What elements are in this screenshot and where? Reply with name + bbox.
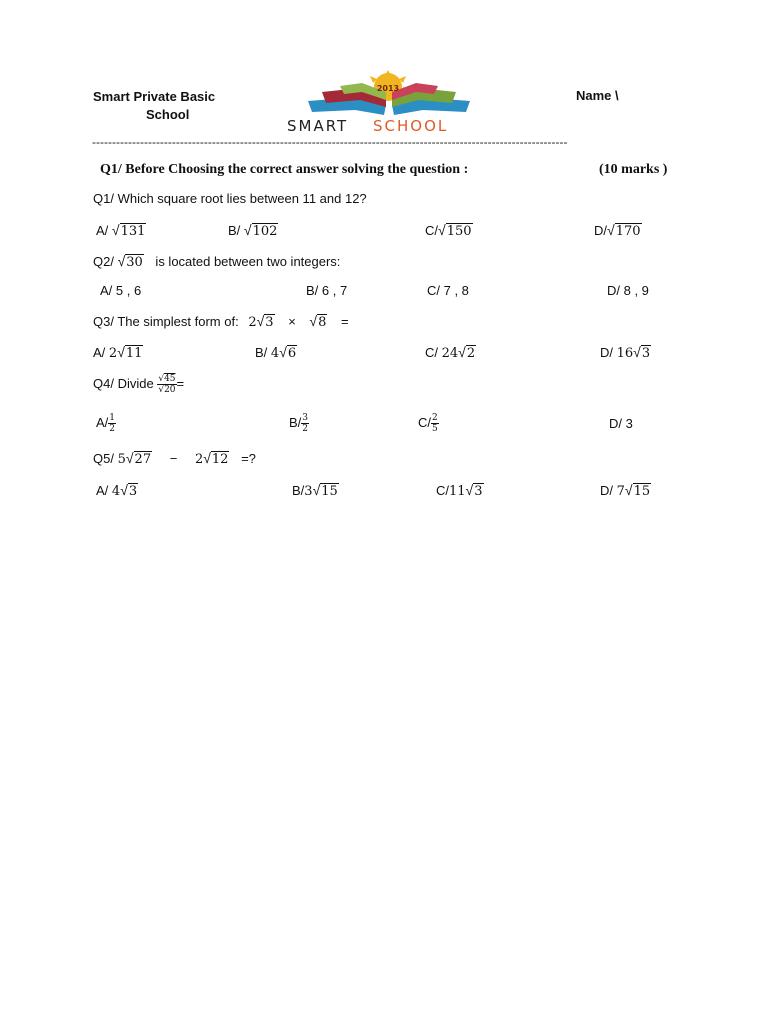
coef: 11 (449, 484, 466, 499)
q4-num-radicand: 45 (164, 374, 176, 384)
q2-radicand: 30 (126, 255, 143, 270)
q1-option-a: A/ √131 (96, 222, 146, 239)
q4-option-b (289, 413, 309, 434)
school-name-line1: Smart Private Basic (93, 89, 216, 104)
q3-rad1: 3 (265, 315, 274, 330)
q2-suffix: is located between two integers: (151, 254, 341, 269)
denominator: 2 (302, 424, 309, 434)
option-prefix: C/ (436, 483, 449, 498)
radicand: 131 (120, 224, 146, 239)
radicand: 2 (466, 346, 476, 361)
radicand: 6 (287, 346, 297, 361)
q3-rad2: 8 (318, 315, 327, 330)
q5-rad1: 27 (134, 452, 152, 467)
radicand: 150 (446, 224, 472, 239)
logo-word-school: SCHOOL (373, 117, 449, 135)
q2-option-c: C/ 7 , 8 (427, 283, 469, 298)
smart-school-logo (287, 70, 495, 135)
q2-option-a: A/ 5 , 6 (100, 283, 142, 298)
q4-fraction: $\frac{√45}{√20}$ (158, 374, 176, 395)
option-prefix: B/ (228, 223, 244, 238)
q5-coef2: 2 (194, 452, 204, 467)
q4-den-radicand: 20 (164, 385, 176, 395)
q5-option-d: D/ 7√15 (600, 482, 651, 499)
coef: 16 (616, 346, 634, 361)
school-name-line2: School (146, 107, 190, 122)
numerator: 3 (302, 413, 309, 423)
q3-coef: 2 (248, 315, 257, 330)
radicand: 11 (125, 346, 143, 361)
radicand: 3 (474, 484, 483, 499)
option-prefix: D/ (600, 483, 617, 498)
q4-option-a (96, 413, 116, 434)
header-divider: ----------------------------------------------------------------------------------------------------------------------- (92, 135, 568, 149)
option-prefix: C/ (425, 223, 438, 238)
denominator: 2 (109, 424, 116, 434)
q1-option-c: C/√150 (425, 222, 472, 239)
option-prefix: A/ (96, 414, 109, 430)
q4-prefix: Q4/ Divide (93, 375, 158, 391)
q3-operator: × (288, 314, 296, 329)
radicand: 102 (252, 224, 278, 239)
q5-option-c: C/11√3 (436, 482, 483, 499)
logo-year: 2013 (376, 84, 400, 93)
question-5-text: Q5/ 5√27 − 2√12 =? (93, 450, 256, 467)
q4-option-c (418, 413, 439, 434)
option-prefix: C/ (418, 414, 431, 430)
coef: 3 (304, 484, 313, 499)
radicand: 3 (641, 346, 651, 361)
option-prefix: C/ (425, 345, 442, 360)
q5-operator: − (169, 451, 178, 466)
q1-option-d: D/√170 (594, 222, 641, 239)
q5-equals: =? (241, 451, 256, 466)
q5-option-b: B/3√15 (292, 482, 338, 499)
q2-option-b: B/ 6 , 7 (306, 283, 348, 298)
q3-option-b: B/ 4√6 (255, 344, 297, 361)
radicand: 15 (633, 484, 651, 499)
coef: 4 (270, 346, 280, 361)
q3-option-d: D/ 16√3 (600, 344, 651, 361)
option-prefix: A/ (93, 345, 109, 360)
radicand: 3 (128, 484, 138, 499)
option-prefix: A/ (96, 483, 112, 498)
q2-prefix: Q2/ (93, 254, 118, 269)
q2-option-d: D/ 8 , 9 (607, 283, 649, 298)
logo-graphic (287, 70, 495, 135)
question-3-text: Q3/ The simplest form of: 2√3 × √8 = (93, 313, 349, 330)
logo-word-smart: SMART (287, 117, 349, 135)
option-prefix: B/ (289, 414, 302, 430)
coef: 4 (111, 484, 121, 499)
q5-option-a: A/ 4√3 (96, 482, 138, 499)
numerator: 2 (432, 413, 438, 423)
radicand: 170 (615, 224, 641, 239)
q5-rad2: 12 (211, 452, 229, 467)
option-prefix: D/ (594, 223, 607, 238)
question-4-text (93, 374, 184, 395)
q3-equals: = (341, 314, 349, 329)
q1-option-b: B/ √102 (228, 222, 278, 239)
q4-equals: = (176, 375, 185, 391)
question-2-text: Q2/ √30 is located between two integers: (93, 253, 341, 270)
question-1-text: Q1/ Which square root lies between 11 and 12? (93, 191, 367, 206)
numerator: 1 (109, 413, 116, 423)
section-marks: (10 marks ) (599, 162, 668, 177)
q5-prefix: Q5/ (93, 451, 118, 466)
coef: 24 (441, 346, 459, 361)
q3-prefix: Q3/ The simplest form of: (93, 314, 239, 329)
q4-option-d: D/ 3 (609, 416, 633, 431)
name-field-label: Name \ (576, 88, 619, 103)
q3-option-c: C/ 24√2 (425, 344, 476, 361)
q5-coef1: 5 (117, 452, 126, 467)
option-prefix: B/ (255, 345, 271, 360)
section-instructions: Q1/ Before Choosing the correct answer solving the question : (100, 162, 469, 177)
option-prefix: B/ (292, 483, 305, 498)
coef: 2 (108, 346, 118, 361)
radicand: 15 (321, 484, 338, 499)
denominator: 5 (432, 424, 438, 434)
coef: 7 (616, 484, 625, 499)
option-prefix: A/ (96, 223, 112, 238)
q3-option-a: A/ 2√11 (93, 344, 143, 361)
option-prefix: D/ (600, 345, 617, 360)
